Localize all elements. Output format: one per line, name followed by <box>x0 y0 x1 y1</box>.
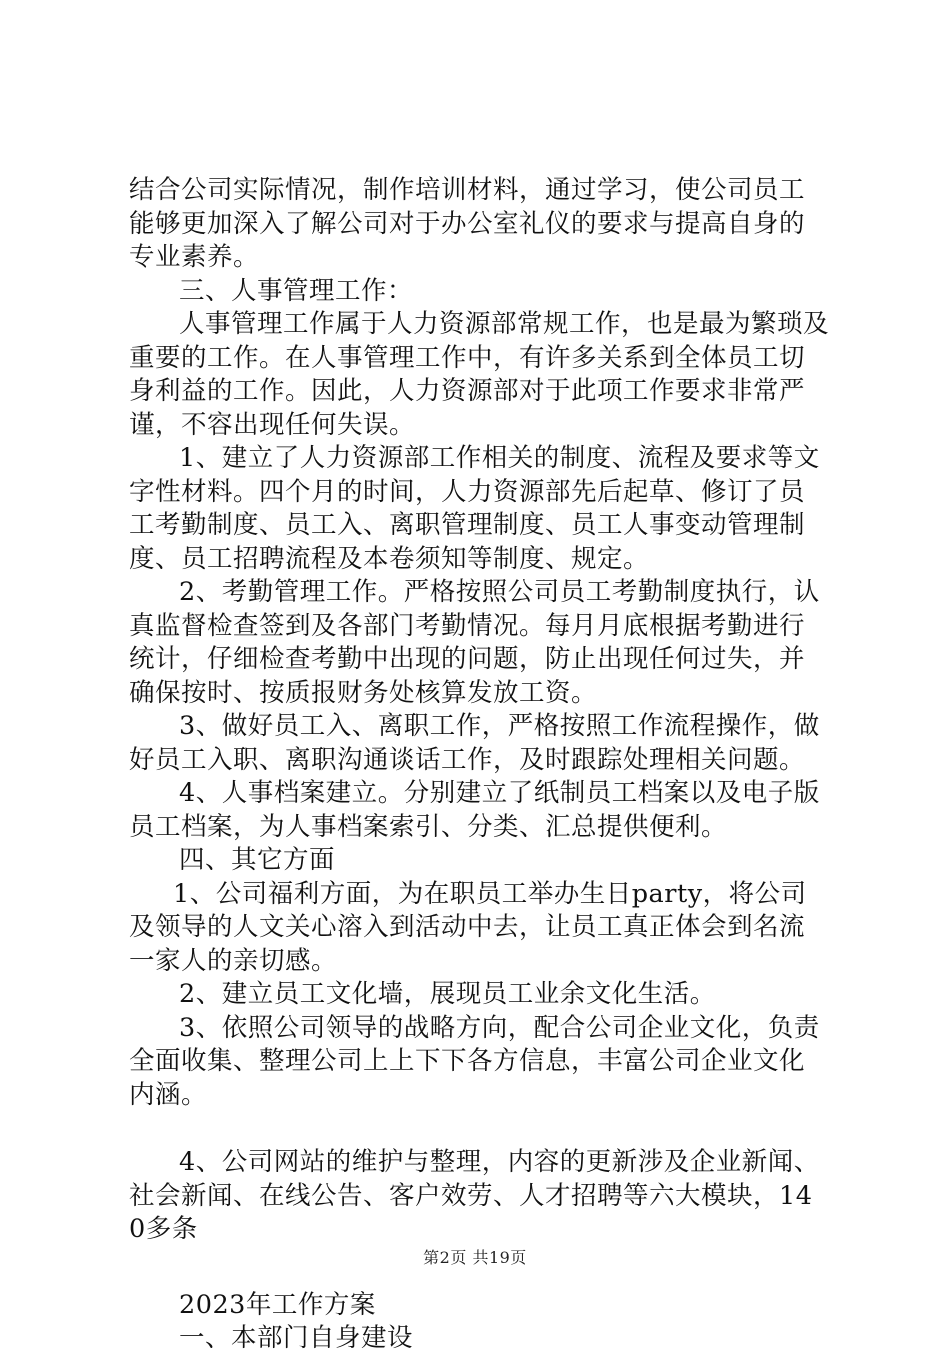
paragraph-training-continued: 结合公司实际情况，制作培训材料，通过学习，使公司员工能够更加深入了解公司对于办公室礼仪的要求与提高自身的专业素养。 <box>129 175 806 272</box>
list-item-other-2: 2、建立员工文化墙，展现员工业余文化生活。 <box>179 979 716 1009</box>
paragraph-personnel-intro: 人事管理工作属于人力资源部常规工作，也是最为繁琐及重要的工作。在人事管理工作中，有许多关系到全体员工切身利益的工作。因此，人力资源部对于此项工作要求非常严谨，不容出现任何失误。 <box>129 309 830 440</box>
list-item-personnel-3: 3、做好员工入、离职工作，严格按照工作流程操作，做好员工入职、离职沟通谈话工作，及时跟踪处理相关问题。 <box>129 711 820 775</box>
list-item-other-4: 4、公司网站的维护与整理，内容的更新涉及企业新闻、社会新闻、在线公告、客户效劳、人才招聘等六大模块，140多条 <box>129 1147 820 1244</box>
section-heading-other: 四、其它方面 <box>179 845 336 875</box>
section-heading-personnel: 三、人事管理工作： <box>179 275 414 306</box>
list-item-personnel-2: 2、考勤管理工作。严格按照公司员工考勤制度执行，认真监督检查签到及各部门考勤情况。每月月底根据考勤进行统计，仔细检查考勤中出现的问题，防止出现任何过失，并确保按时、按质报财务处核算发放工资。 <box>129 577 820 708</box>
list-item-other-1: 1、公司福利方面，为在职员工举办生日party，将公司及领导的人文关心溶入到活动中去，让员工真正体会到名流一家人的亲切感。 <box>129 878 807 976</box>
list-item-other-3: 3、依照公司领导的战略方向，配合公司企业文化，负责全面收集、整理公司上上下下各方信息，丰富公司企业文化内涵。 <box>129 1012 820 1110</box>
section-heading-self-building: 一、本部门自身建设 <box>179 1323 414 1353</box>
page-number-footer: 第2页 共19页 <box>423 1248 527 1267</box>
list-item-personnel-1: 1、建立了人力资源部工作相关的制度、流程及要求等文字性材料。四个月的时间，人力资源部先后起草、修订了员工考勤制度、员工入、离职管理制度、员工人事变动管理制度、员工招聘流程及本卷须知等制度、规定。 <box>129 443 820 574</box>
list-item-personnel-4: 4、人事档案建立。分别建立了纸制员工档案以及电子版员工档案，为人事档案索引、分类、汇总提供便利。 <box>129 778 820 842</box>
section-heading-plan: 2023年工作方案 <box>179 1289 376 1320</box>
paragraph-spacer <box>129 1112 829 1146</box>
document-body <box>129 174 829 1356</box>
